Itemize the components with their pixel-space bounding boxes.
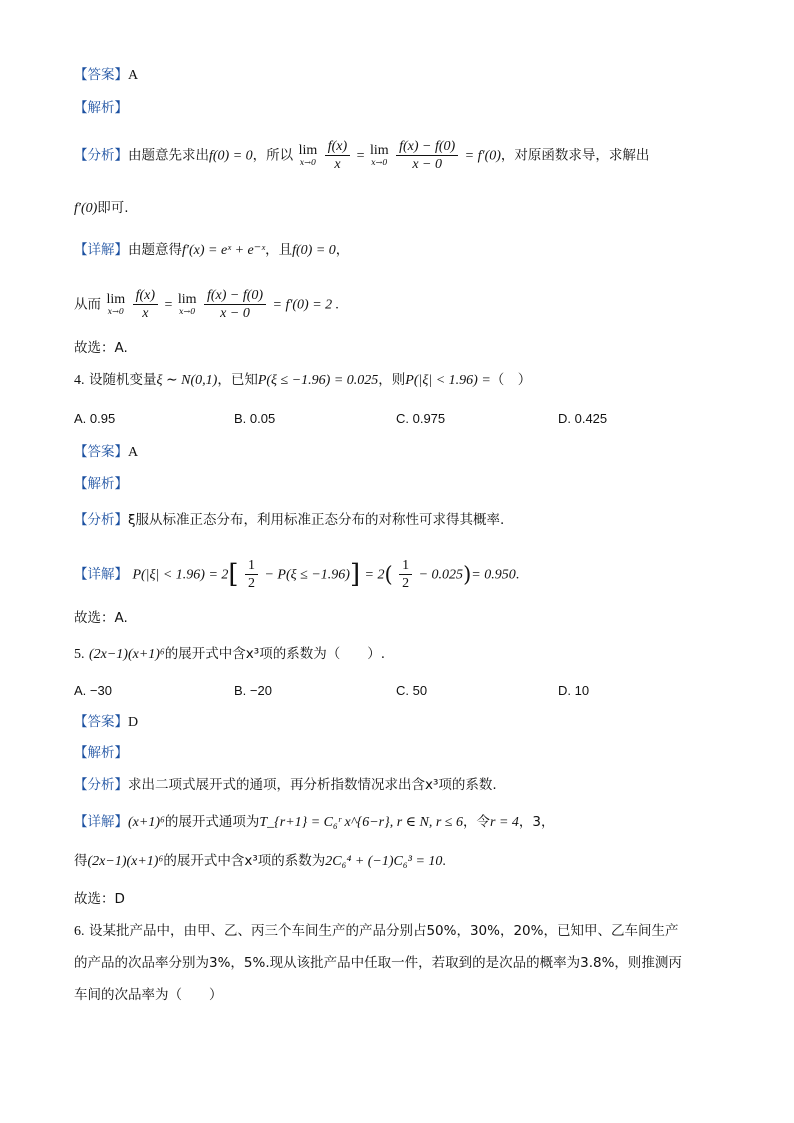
detail-derivative: f′(x) = eˣ + e⁻ˣ [182, 243, 266, 258]
q4-stem [74, 370, 531, 391]
fenxi-label: 【分析】 [74, 512, 128, 528]
q4-option-d: D. 0.425 [558, 411, 608, 426]
fenxi-line2-expr: f′(0) [74, 201, 98, 216]
fraction-difference-quotient: $\frac{f(x) - f(0)}{x - 0}$ [204, 287, 266, 322]
fenxi-suffix: ，对原函数求导，求解出 [500, 147, 650, 164]
q6-line3: 车间的次品率为（ ） [74, 987, 223, 1003]
q6-line2: 的产品的次品率分别为3%，5%.现从该批产品中任取一件，若取到的是次品的概率为3.8%，则推测丙 [74, 955, 682, 971]
q5-fenxi-line [74, 775, 497, 795]
fenxi-prefix: 由题意先求出 [128, 147, 209, 164]
detail-line [74, 240, 349, 261]
q5-general-term: T_{r+1} = C₆ʳ x^{6−r}, r ∈ N, r ≤ 6 [259, 815, 463, 830]
q4-option-c: C. 0.975 [396, 411, 446, 426]
q4-option-a: A. 0.95 [74, 411, 116, 426]
q5-option-d: D. 10 [558, 683, 590, 698]
q5-fenxi-text: 求出二项式展开式的通项，再分析指数情况求出含x³项的系数. [128, 777, 497, 793]
conclusion-text: 故选：A. [74, 610, 128, 626]
q6-stem-line-1 [74, 921, 678, 942]
q5-detail2-result: 2C₆⁴ + (−1)C₆³ = 10 [325, 854, 443, 869]
fenxi-line2-text: 即可. [97, 200, 129, 216]
fraction-one-half: $\frac{1}{2}$ [399, 557, 412, 592]
q4-detail-line: 【详解】 P(|ξ| < 1.96) = 2[ $\frac{1}{2}$ − P(ξ ≤ −1.96)] = 2( $\frac{1}{2}$ − 0.025)= 0.950. [74, 558, 520, 591]
answer-value: A [128, 68, 139, 83]
q4-then: ，则 [378, 372, 406, 388]
lim-symbol: lim x→0 [370, 143, 389, 167]
q5-conclusion [74, 889, 125, 909]
q6-number: 6. [74, 924, 85, 939]
q5-number: 5. [74, 647, 85, 662]
fenxi-f0: f(0) = 0 [209, 148, 253, 164]
q4-stem-prefix: 设随机变量 [88, 372, 157, 388]
detail-f0: f(0) = 0 [292, 243, 336, 258]
q5-detail-line [74, 812, 555, 833]
q5-expression: (2x−1)(x+1)⁶ [88, 647, 165, 662]
detail-label: 【详解】 [74, 814, 128, 830]
detail-line-2: 从而 lim x→0 $\frac{f(x)}{x}$ = lim x→0 $\frac{f(x) - f(0)}{x - 0}$ = f′(0) = 2 . [74, 288, 340, 321]
answer-line [74, 65, 138, 86]
q6-line1: 设某批产品中，由甲、乙、丙三个车间生产的产品分别占50%，30%，20%，已知甲、乙车间生产 [88, 923, 679, 939]
q5-r-value: r = 4 [490, 815, 519, 830]
detail2-result: = f′(0) = 2 . [272, 297, 340, 313]
analysis-label: 【解析】 [74, 100, 128, 116]
q5-detail-let: ，令 [463, 814, 490, 830]
q4-ask: P(|ξ| < 1.96) = [405, 373, 491, 388]
fraction-fx-over-x: $\frac{f(x)}{x}$ [325, 138, 350, 173]
q5-detail2-prefix: 得 [74, 853, 88, 869]
q4-option-b: B. 0.05 [234, 411, 276, 426]
conclusion-text: 故选：A. [74, 340, 128, 356]
q4-fenxi-line [74, 510, 504, 530]
q5-detail2-expr: (2x−1)(x+1)⁶ [87, 854, 164, 869]
q6-stem-line-3 [74, 985, 223, 1005]
q5-option-b: B. −20 [234, 683, 272, 698]
q5-detail-expr: (x+1)⁶ [128, 815, 165, 830]
detail-prefix: 由题意得 [128, 242, 182, 258]
fenxi-label: 【分析】 [74, 147, 128, 164]
q4-paren: （ ） [490, 372, 532, 388]
lim-symbol: lim x→0 [177, 292, 197, 316]
q5-stem-text: 的展开式中含x³项的系数为（ ）. [164, 646, 385, 662]
fraction-one-half: $\frac{1}{2}$ [245, 557, 258, 592]
q4-conclusion [74, 608, 128, 628]
lim-symbol: lim x→0 [298, 143, 318, 167]
answer-label: 【答案】 [74, 67, 128, 83]
fenxi-line: 【分析】由题意先求出f(0) = 0，所以 lim x→0 $\frac{f(x)}{x}$ = lim x→0 $\frac{f(x) - f(0)}{x - 0}$ = f′(0)，对原函数求导，求解出 [74, 139, 650, 172]
lim-symbol: lim x→0 [106, 292, 126, 316]
fenxi-mid: ，所以 [252, 147, 294, 164]
detail2-prefix: 从而 [74, 296, 101, 313]
q4-fenxi-text: ξ服从标准正态分布，利用标准正态分布的对称性可求得其概率. [128, 512, 505, 528]
q4-distribution: ξ ∼ N(0,1) [156, 373, 218, 388]
q5-answer-value: D [128, 715, 139, 730]
detail-end: ， [335, 242, 350, 258]
q6-stem-line-2 [74, 953, 682, 973]
q5-detail2-mid: 的展开式中含x³项的系数为 [163, 853, 326, 869]
conclusion-1 [74, 338, 128, 358]
q4-detail-end: . [515, 567, 520, 583]
detail-label: 【详解】 [74, 242, 128, 258]
q5-answer-line [74, 712, 138, 733]
q5-option-c: C. 50 [396, 683, 428, 698]
q5-analysis-heading [74, 743, 128, 763]
q5-option-a: A. −30 [74, 683, 112, 698]
analysis-label: 【解析】 [74, 476, 128, 492]
conclusion-text: 故选：D [74, 891, 125, 907]
q4-given: P(ξ ≤ −1.96) = 0.025 [257, 373, 379, 388]
q5-detail-line-2 [74, 851, 446, 872]
q4-answer-line [74, 442, 138, 463]
q5-detail-mid: 的展开式通项为 [164, 814, 260, 830]
q4-answer-value: A [128, 445, 139, 460]
answer-label: 【答案】 [74, 444, 128, 460]
detail-mid: ，且 [265, 242, 293, 258]
fenxi-label: 【分析】 [74, 777, 128, 793]
answer-label: 【答案】 [74, 714, 128, 730]
fraction-fx-over-x: $\frac{f(x)}{x}$ [133, 287, 158, 322]
analysis-heading [74, 98, 128, 118]
fenxi-line-2 [74, 198, 129, 219]
q5-stem [74, 644, 385, 665]
q4-number: 4. [74, 373, 85, 388]
q5-detail2-end: . [442, 854, 446, 869]
detail-label: 【详解】 [74, 566, 128, 583]
q5-r-end: ，3， [518, 814, 555, 830]
q4-stem-mid: ，已知 [217, 372, 258, 388]
fraction-difference-quotient: $\frac{f(x) - f(0)}{x - 0}$ [396, 138, 458, 173]
q4-analysis-heading [74, 474, 128, 494]
analysis-label: 【解析】 [74, 745, 128, 761]
